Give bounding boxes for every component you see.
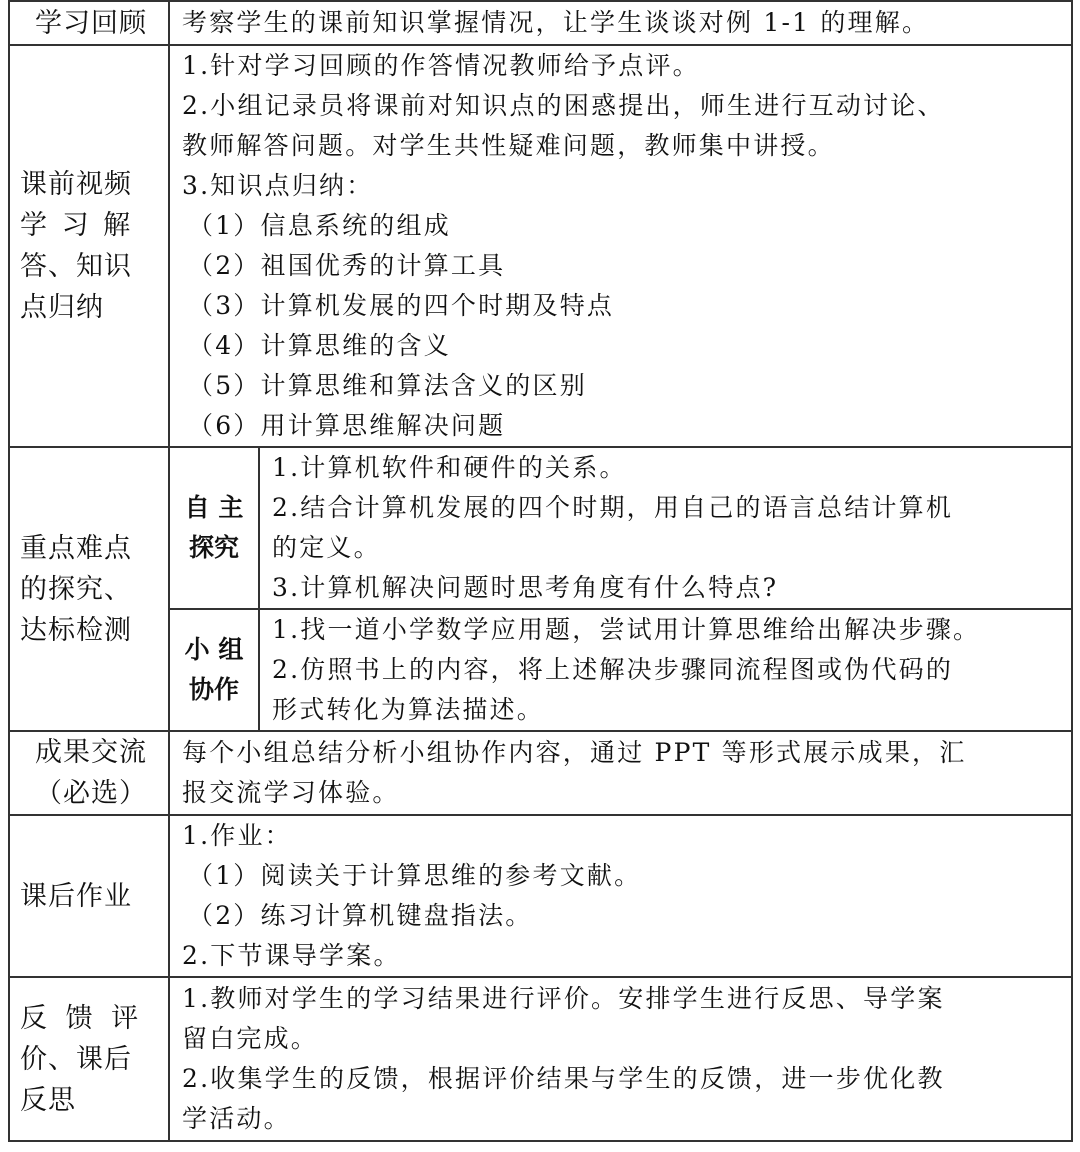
row-feedback: [9, 977, 1072, 1141]
content-line: 1.计算机软件和硬件的关系。: [272, 453, 627, 482]
content-line: 2.仿照书上的内容，将上述解决步骤同流程图或伪代码的: [272, 655, 954, 684]
row-label-video: [9, 45, 169, 447]
row-label-feedback: [9, 977, 169, 1141]
sublabel-group-work: [169, 609, 259, 731]
label-line: 反 馈 评: [20, 1002, 144, 1034]
label-line: 的探究、: [20, 573, 132, 605]
content-line: 2.结合计算机发展的四个时期，用自己的语言总结计算机: [272, 493, 954, 522]
row-content-homework: [169, 815, 1072, 977]
row-key-points-group: [9, 609, 1072, 731]
label-line: （必选）: [35, 778, 147, 809]
content-line: 3.计算机解决问题时思考角度有什么特点?: [272, 573, 779, 602]
sublabel-line: 探究: [188, 533, 239, 562]
row-content-review: [169, 1, 1072, 45]
sublabel-line: 协作: [188, 675, 239, 704]
content-line: 报交流学习体验。: [182, 778, 400, 807]
content-line: 3.知识点归纳：: [182, 171, 374, 200]
content-line: 每个小组总结分析小组协作内容，通过 PPT 等形式展示成果，汇: [182, 738, 967, 767]
content-line: 考察学生的课前知识掌握情况，让学生谈谈对例 1-1 的理解。: [182, 8, 930, 37]
content-group-work: [259, 609, 1072, 731]
row-review: [9, 1, 1072, 45]
sub-item: （3）计算机发展的四个时期及特点: [188, 291, 615, 320]
sub-item: （1）信息系统的组成: [188, 211, 451, 240]
lesson-plan-table: [8, 0, 1073, 1142]
sub-item: （5）计算思维和算法含义的区别: [188, 371, 587, 400]
row-label-results: [9, 731, 169, 815]
content-line: 教师解答问题。对学生共性疑难问题，教师集中讲授。: [182, 131, 835, 160]
sub-item: （2）练习计算机键盘指法。: [188, 901, 533, 930]
row-label-review: [9, 1, 169, 45]
row-label-review-text: 学习回顾: [35, 7, 147, 39]
content-line: 形式转化为算法描述。: [272, 695, 545, 724]
content-line: 2.收集学生的反馈，根据评价结果与学生的反馈，进一步优化教: [182, 1064, 945, 1093]
row-homework: [9, 815, 1072, 977]
label-line: 课前视频: [20, 169, 132, 200]
content-self-study: [259, 447, 1072, 609]
row-content-video: [169, 45, 1072, 447]
row-video: [9, 45, 1072, 447]
content-line: 2.小组记录员将课前对知识点的困惑提出，师生进行互动讨论、: [182, 91, 945, 120]
sub-item: （6）用计算思维解决问题: [188, 411, 506, 440]
label-line: 成果交流: [35, 737, 147, 768]
row-results: [9, 731, 1072, 815]
content-line: 1.教师对学生的学习结果进行评价。安排学生进行反思、导学案: [182, 984, 945, 1013]
sub-item: （1）阅读关于计算思维的参考文献。: [188, 861, 642, 890]
row-label-homework-text: 课后作业: [20, 880, 132, 912]
sublabel-line: 小 组: [184, 635, 244, 664]
label-line: 重点难点: [20, 532, 132, 564]
label-line: 学 习 解: [20, 210, 134, 241]
label-line: 达标检测: [20, 614, 132, 646]
label-line: 点归纳: [20, 292, 104, 323]
content-line: 的定义。: [272, 533, 381, 562]
row-label-homework: [9, 815, 169, 977]
row-label-key-points: [9, 447, 169, 731]
sub-item: （4）计算思维的含义: [188, 331, 451, 360]
label-line: 答、知识: [20, 251, 132, 282]
content-line: 学活动。: [182, 1104, 291, 1133]
content-line: 2.下节课导学案。: [182, 941, 401, 970]
content-line: 1.针对学习回顾的作答情况教师给予点评。: [182, 51, 700, 80]
row-content-feedback: [169, 977, 1072, 1141]
sublabel-self-study: [169, 447, 259, 609]
sub-item: （2）祖国优秀的计算工具: [188, 251, 506, 280]
content-line: 1.作业：: [182, 821, 292, 850]
content-line: 1.找一道小学数学应用题，尝试用计算思维给出解决步骤。: [272, 615, 981, 644]
row-key-points-self: [9, 447, 1072, 609]
content-line: 留白完成。: [182, 1024, 319, 1053]
label-line: 价、课后: [20, 1043, 132, 1075]
sublabel-line: 自 主: [184, 493, 244, 522]
label-line: 反思: [20, 1084, 76, 1116]
row-content-results: [169, 731, 1072, 815]
